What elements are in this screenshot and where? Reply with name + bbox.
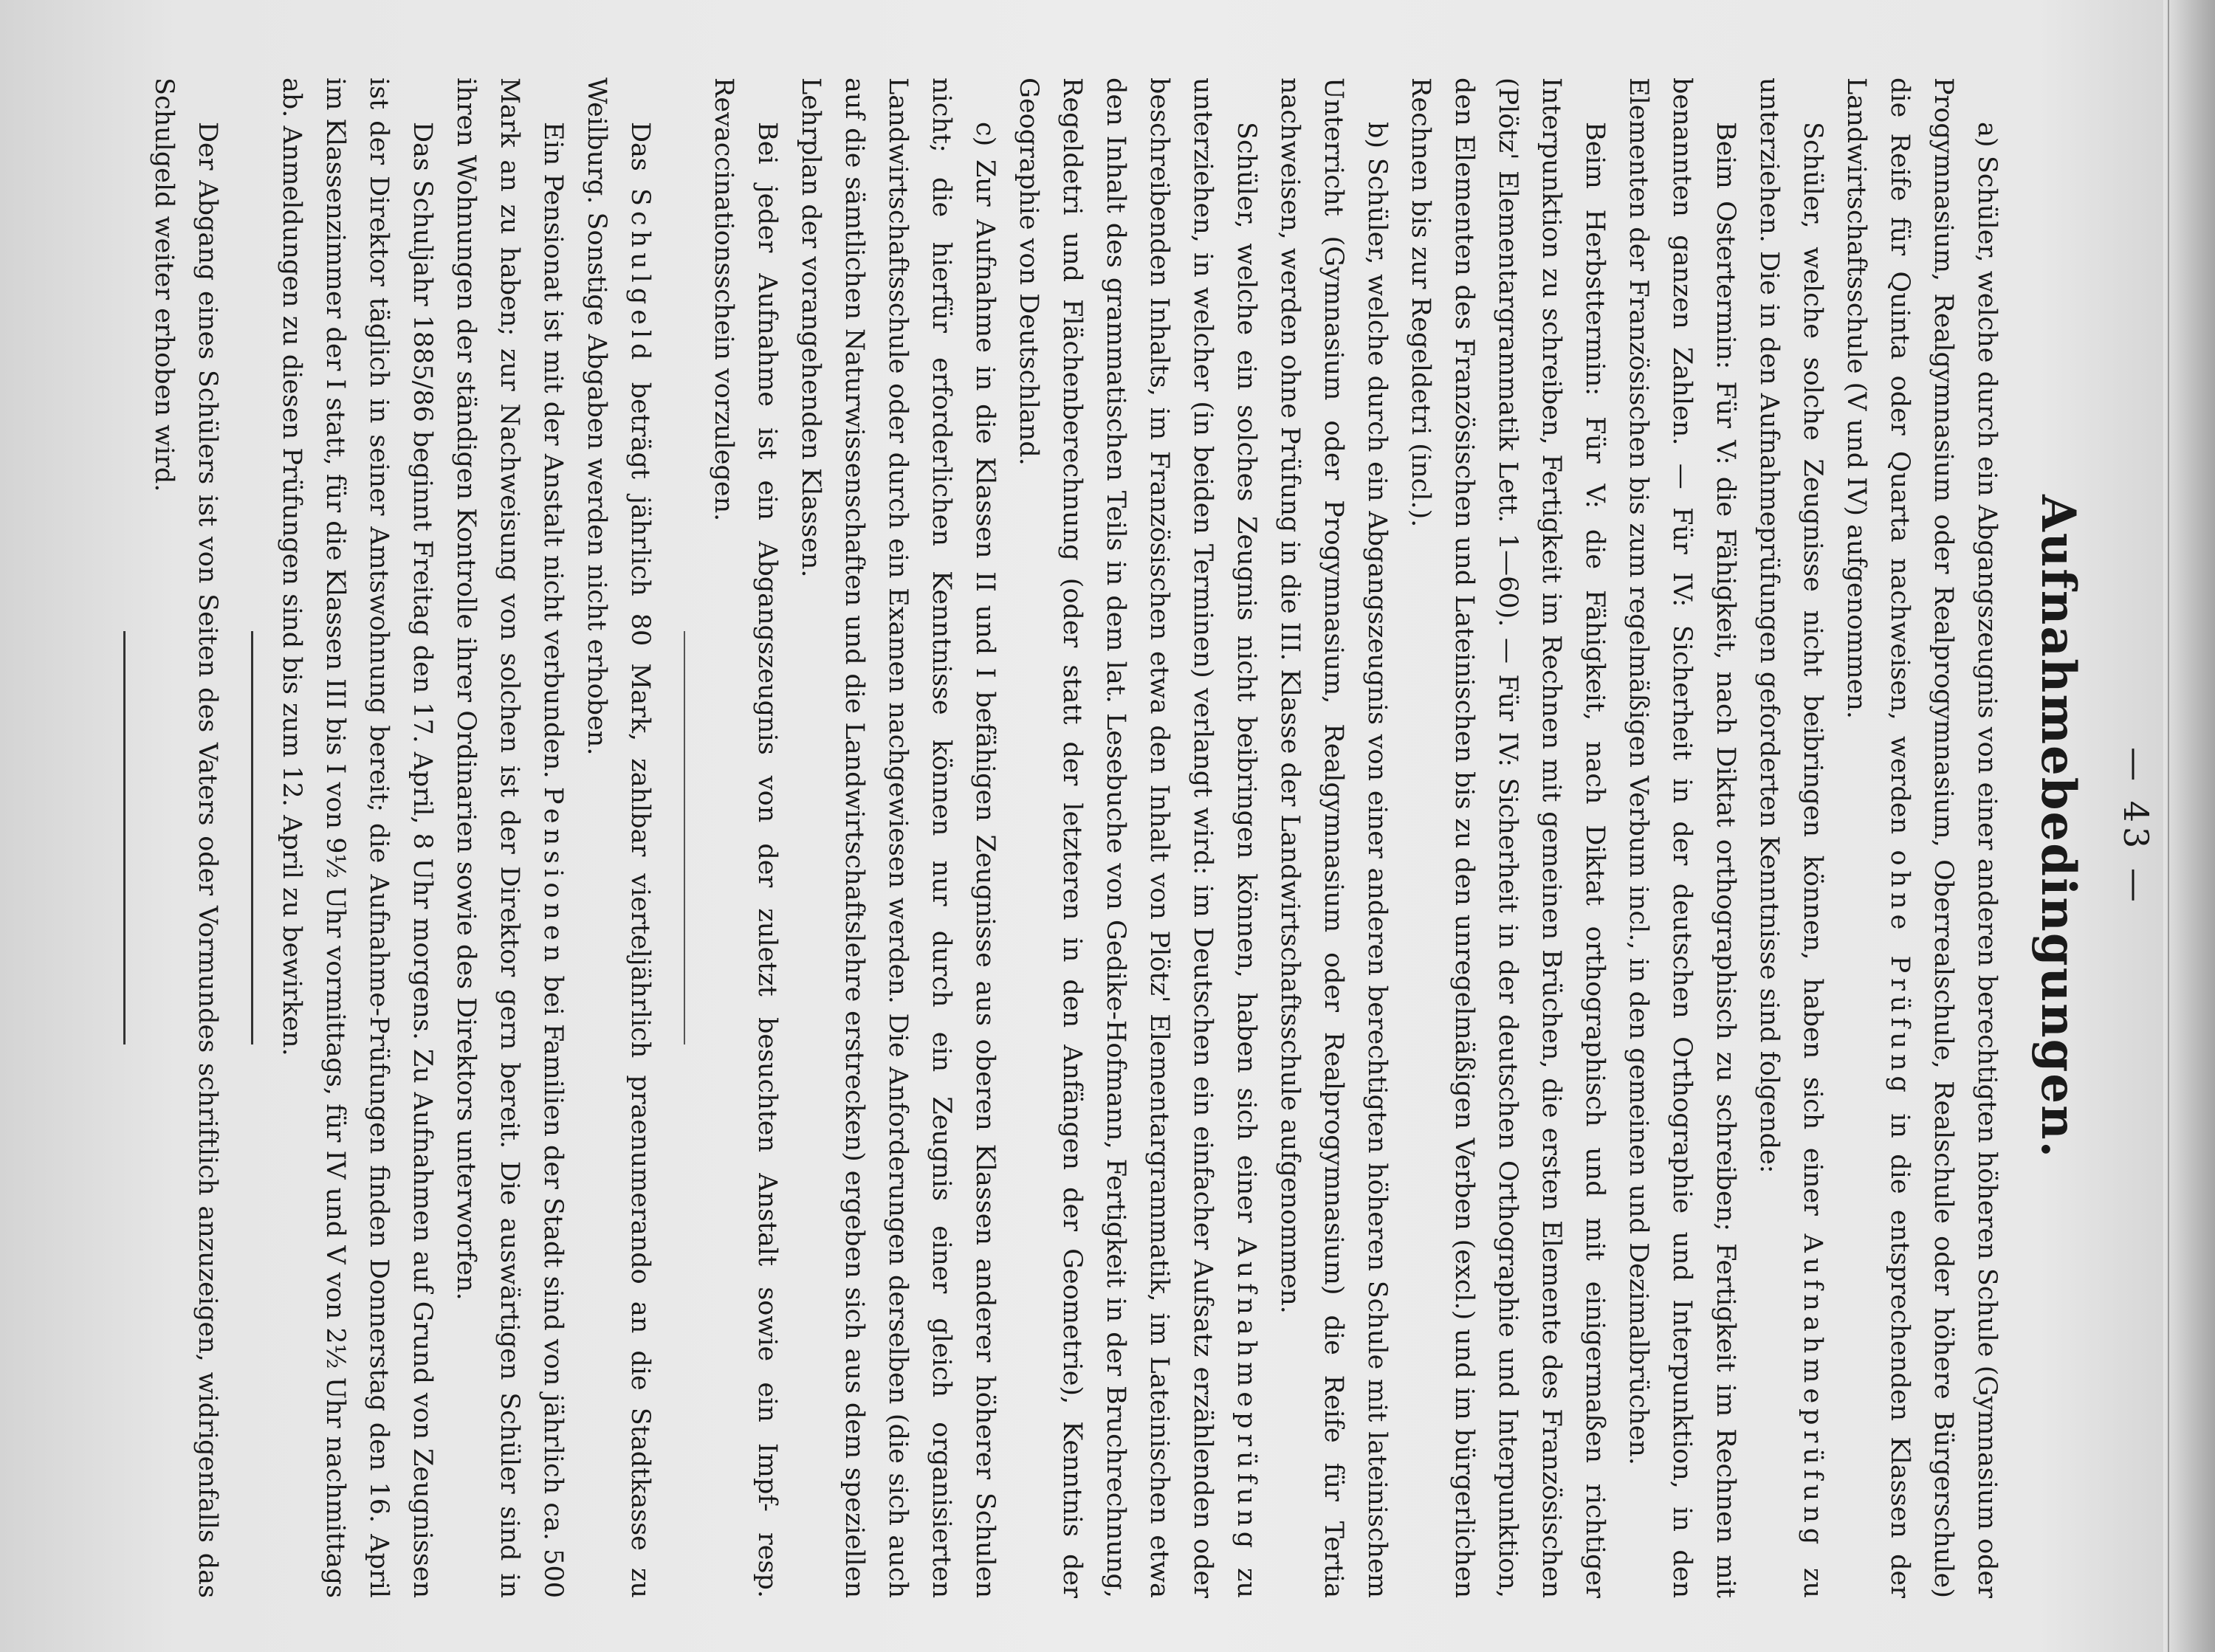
rotated-document-page: [59, 33, 2156, 1620]
paragraph-herbsttermin: Beim Herbsttermin: Für V: die Fähigkeit, nach Diktat orthographisch und mit einigermaßen richtiger Interpunktion zu schreiben, Fertigkeit im Rechnen mit gemeinen Brüchen, die ersten Elemente des Französischen (Plötz' Elementargrammatik Lett. 1—60). — Für IV: Sicherheit in der deutschen Orthographie und Interpunktion, den Elementen des Französischen und Lateinischen bis zu den unregelmäßigen Verben (excl.) und im bürgerlichen Rechnen bis zur Regeldetri (incl.).: [1406, 78, 1610, 1598]
document-body: [101, 78, 2008, 1598]
section-a-ohne-pruefung: ohne Prüfung: [1885, 850, 1914, 1098]
paragraph-impfschein: Bei jeder Aufnahme ist ein Abgangszeugnis von der zuletzt besuchten Anstalt sowie ein Impf- resp. Revaccinationsschein vorzulegen.: [709, 78, 782, 1598]
paragraph-schulgeld: [574, 78, 662, 1598]
paragraph-ostertermin: Beim Ostertermin: Für V: die Fähigkeit, nach Diktat orthographisch zu schreiben; Fertigkeit im Rechnen mit benannten ganzen Zahlen. — Für IV: Sicherheit in der deutschen Orthographie und Interpunktion, in den Elementen der Französischen bis zum regelmäßigen Verbum incl., in den gemeinen und Dezimalbrüchen.: [1624, 78, 1740, 1598]
page-number: — 43 —: [2116, 747, 2156, 906]
page-title: Aufnahmebedingungen.: [2030, 495, 2086, 1159]
section-divider: [684, 631, 685, 1044]
paragraph-section-c: c) Zur Aufnahme in die Klassen II und I befähigen Zeugnisse aus oberen Klassen anderer höherer Schulen nicht; die hierfür erforderlichen Kenntnisse können nur durch ein Zeugnis einer gleich organisierten Landwirtschaftsschule oder durch ein Examen nachgewiesen werden. Die Anforderungen derselben (die sich auch auf die sämtlichen Naturwissenschaften und die Landwirtschaftslehre erstrecken) ergeben sich aus dem speziellen Lehrplan der vorangehenden Klassen.: [796, 78, 1000, 1598]
paragraph-no-certificate: [1747, 78, 1834, 1598]
book-gutter-edge: [2168, 0, 2169, 1652]
pension-term: Pensionen: [538, 786, 568, 968]
paragraph-pensionen: [444, 78, 574, 1598]
no-cert-lead: Schüler, welche solche Zeugnisse nicht beibringen können, haben sich einer: [1798, 122, 1827, 1216]
paragraph-section-b: b) Schüler, welche durch ein Abgangszeugnis von einer anderen berechtigten höheren Schule mit lateinischem Unterricht (Gymnasium oder Progymnasium, Realgymnasium oder Realprogymnasium) die Reife für Tertia nachweisen, werden ohne Prüfung in die III. Klasse der Landwirtschaftsschule aufgenommen.: [1275, 78, 1392, 1598]
section-divider-bold: [251, 631, 253, 1044]
tertia-tail: zu unterziehen, in welcher (in beiden Terminen) verlangt wird: im Deutschen ein einfacher Aufsatz erzählenden oder beschreibenden Inhalts, im Französischen etwa den Inhalt von Plötz' Elementargrammatik, im Lateinischen etwa den Inhalt des grammatischen Teils in dem lat. Lesebuche von Gedike-Hofmann, Fertigkeit in der Bruchrechnung, Regeldetri und Flächenberechnung (oder statt der letzteren in den Anfängen der Geometrie), Kenntnis der Geographie von Deutschland.: [1014, 78, 1261, 1598]
tertia-lead: Schüler, welche ein solches Zeugnis nicht beibringen können, haben sich einer: [1232, 122, 1261, 1223]
tertia-aufnahmepruefung: Aufnahmeprüfung: [1232, 1237, 1261, 1554]
section-a-lead: a) Schüler, welche durch ein Abgangszeugnis von einer anderen berechtigten höheren Schule (Gymnasium oder Progymnasium, Realgymnasium oder Realprogymnasium, Oberrealschule, Realschule oder höhere Bürgerschule) die Reife für Quinta oder Quarta nachweisen, werden: [1885, 78, 2002, 1598]
paragraph-tertia-pruefung: [1006, 78, 1268, 1598]
book-gutter-shadow: [2163, 0, 2215, 1652]
schulgeld-term: Schulgeld: [625, 188, 655, 365]
pension-tail: bei Familien der Stadt sind von jährlich ca. 500 Mark an zu haben; zur Nachweisung von solchen ist der Direktor gern bereit. Die auswärtigen Schüler sind in ihren Wohnungen der ständigen Kontrolle ihrer Ordinarien sowie des Direktors unterworfen.: [451, 78, 568, 1598]
schulgeld-tail: beträgt jährlich 80 Mark, zahlbar vierteljährlich praenumerando an die Stadtkasse zu Weilburg. Sonstige Abgaben werden nicht erhoben.: [582, 78, 655, 1598]
paragraph-abgang: Der Abgang eines Schülers ist von Seiten des Vaters oder Vormundes schriftlich anzuzeigen, widrigenfalls das Schulgeld weiter erhoben wird.: [149, 78, 222, 1598]
pension-lead: Ein Pensionat ist mit der Anstalt nicht verbunden.: [538, 122, 568, 779]
no-cert-tail: zu unterziehen. Die in den Aufnahmeprüfungen geforderten Kenntnisse sind folgende:: [1754, 78, 1827, 1598]
paragraph-schuljahr: Das Schuljahr 1885/86 beginnt Freitag den 17. April, 8 Uhr morgens. Zu Aufnahmen auf Grund von Zeugnissen ist der Direktor täglich in seiner Amtswohnung bereit; die Aufnahme-Prüfungen finden Donnerstag den 16. April im Klassenzimmer der I statt, für die Klassen III bis I von 9½ Uhr vormittags, für IV und V von 2½ Uhr nachmittags ab. Anmeldungen zu diesen Prüfungen sind bis zum 12. April zu bewirken.: [277, 78, 437, 1598]
no-cert-aufnahmepruefung: Aufnahmeprüfung: [1798, 1233, 1827, 1550]
paragraph-section-a: [1834, 78, 2008, 1598]
closing-rule: [123, 631, 126, 1044]
schulgeld-lead: Das: [625, 122, 655, 171]
section-a-tail: in die entsprechenden Klassen der Landwirtschaftsschule (V und IV) aufgenommen.: [1841, 78, 1914, 1598]
